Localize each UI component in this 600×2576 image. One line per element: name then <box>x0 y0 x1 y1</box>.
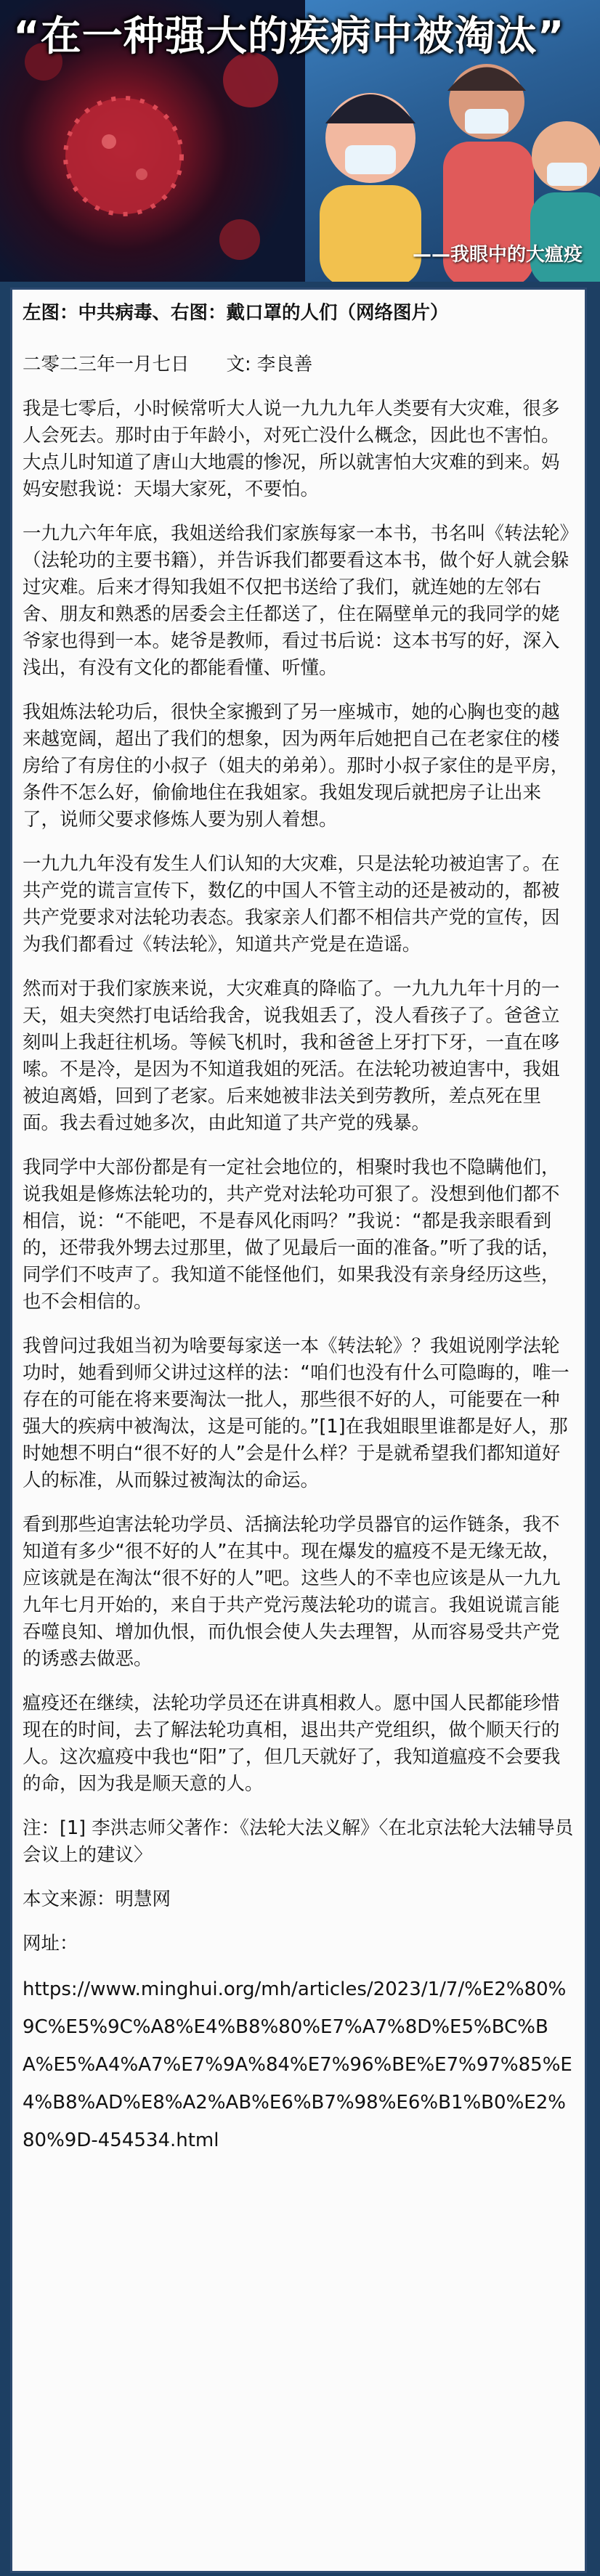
paragraph: 瘟疫还在继续，法轮功学员还在讲真相救人。愿中国人民都能珍惜现在的时间，去了解法轮功真相，退出共产党组织，做个顺天行的人。这次瘟疫中我也“阳”了，但几天就好了，我知道瘟疫不会要我的命，因为我是顺天意的人。 <box>23 1692 561 1795</box>
source-url-link[interactable]: https://www.minghui.org/mh/articles/2023/1/7/%E2%80%9C%E5%9C%A8%E4%B8%80%E7%A7%8D%E5%BC%BA%E5%A4%A7%E7%9A%84%E7%96%BE%E7%97%85%E4%B8%AD%E8%A2%AB%E6%B7%98%E6%B1%B0%E2%80%9D-454534.html <box>23 1978 572 2151</box>
paragraph: 一九九六年年底，我姐送给我们家族每家一本书，书名叫《转法轮》（法轮功的主要书籍），并告诉我们都要看这本书，做个好人就会躲过灾难。后来才得知我姐不仅把书送给了我们，就连她的左邻右舍、朋友和熟悉的居委会主任都送了，住在隔壁单元的我同学的姥爷家也得到一本。姥爷是教师，看过书后说：这本书写的好，深入浅出，有没有文化的都能看懂、听懂。 <box>23 523 569 679</box>
paragraph: 一九九九年没有发生人们认知的大灾难，只是法轮功被迫害了。在共产党的谎言宣传下，数亿的中国人不管主动的还是被动的，都被共产党要求对法轮功表态。我家亲人们都不相信共产党的宣传，因为我们都看过《转法轮》，知道共产党是在造谣。 <box>23 853 560 955</box>
url-label: 网址： <box>23 1933 78 1955</box>
hero-banner <box>0 0 600 282</box>
paragraph: 我同学中大部份都是有一定社会地位的，相聚时我也不隐瞒他们，说我姐是修炼法轮功的，共产党对法轮功可狠了。没想到他们都不相信，说：“不能吧，不是春风化雨吗？”我说：“都是我亲眼看到的，还带我外甥去过那里，做了见最后一面的准备。”听了我的话，同学们不吱声了。我知道不能怪他们，如果我没有亲身经历这些，也不会相信的。 <box>23 1157 560 1313</box>
hero-title: “在一种强大的疾病中被淘汰” <box>13 13 565 60</box>
byline: 二零二三年一月七日 文: 李良善 <box>23 354 313 375</box>
paragraph: 看到那些迫害法轮功学员、活摘法轮功学员器官的运作链条，我不知道有多少“很不好的人”在其中。现在爆发的瘟疫不是无缘无故，应该就是在淘汰“很不好的人”吧。这些人的不幸也应该是从一九九九年七月开始的，来自于共产党污蔑法轮功的谎言。我姐说谎言能吞噬良知、增加仇恨，而仇恨会使人失去理智，从而容易受共产党的诱惑去做恶。 <box>23 1514 561 1670</box>
paragraph: 我曾问过我姐当初为啥要每家送一本《转法轮》？我姐说刚学法轮功时，她看到师父讲过这样的法：“咱们也没有什么可隐晦的，唯一存在的可能在将来要淘汰一批人，那些很不好的人，可能要在一种强大的疾病中被淘汰，这是可能的。”[1]在我姐眼里谁都是好人，那时她想不明白“很不好的人”会是什么样？于是就希望我们都知道好人的标准，从而躲过被淘汰的命运。 <box>23 1335 569 1491</box>
paragraph: 我是七零后，小时候常听大人说一九九九年人类要有大灾难，很多人会死去。那时由于年龄小，对死亡没什么概念，因此也不害怕。大点儿时知道了唐山大地震的惨况，所以就害怕大灾难的到来。妈妈安慰我说：天塌大家死，不要怕。 <box>23 398 560 500</box>
source-line: 本文来源：明慧网 <box>23 1888 171 1910</box>
paragraph: 我姐炼法轮功后，很快全家搬到了另一座城市，她的心胸也变的越来越宽阔，超出了我们的想象，因为两年后她把自己在老家住的楼房给了有房住的小叔子（姐夫的弟弟）。那时小叔子家住的是平房，条件不怎么好，偷偷地住在我姐家。我姐发现后就把房子让出来了，说师父要求修炼人要为别人着想。 <box>23 701 569 831</box>
image-caption: 左图：中共病毒、右图：戴口罩的人们（网络图片） <box>23 302 449 324</box>
footnote: 注：[1] 李洪志师父著作：《法轮大法义解》〈在北京法轮大法辅导员会议上的建议〉 <box>23 1817 574 1866</box>
paragraph: 然而对于我们家族来说，大灾难真的降临了。一九九九年十月的一天，姐夫突然打电话给我舍，说我姐丢了，没人看孩子了。爸爸立刻叫上我赶往机场。等候飞机时，我和爸爸上牙打下牙，一直在哆嗦。不是冷，是因为不知道我姐的死活。在法轮功被迫害中，我姐被迫离婚，回到了老家。后来她被非法关到劳教所，差点死在里面。我去看过她多次，由此知道了共产党的残暴。 <box>23 978 560 1134</box>
hero-caption: ——我眼中的大瘟疫 <box>412 244 583 266</box>
article-body <box>10 288 587 2573</box>
